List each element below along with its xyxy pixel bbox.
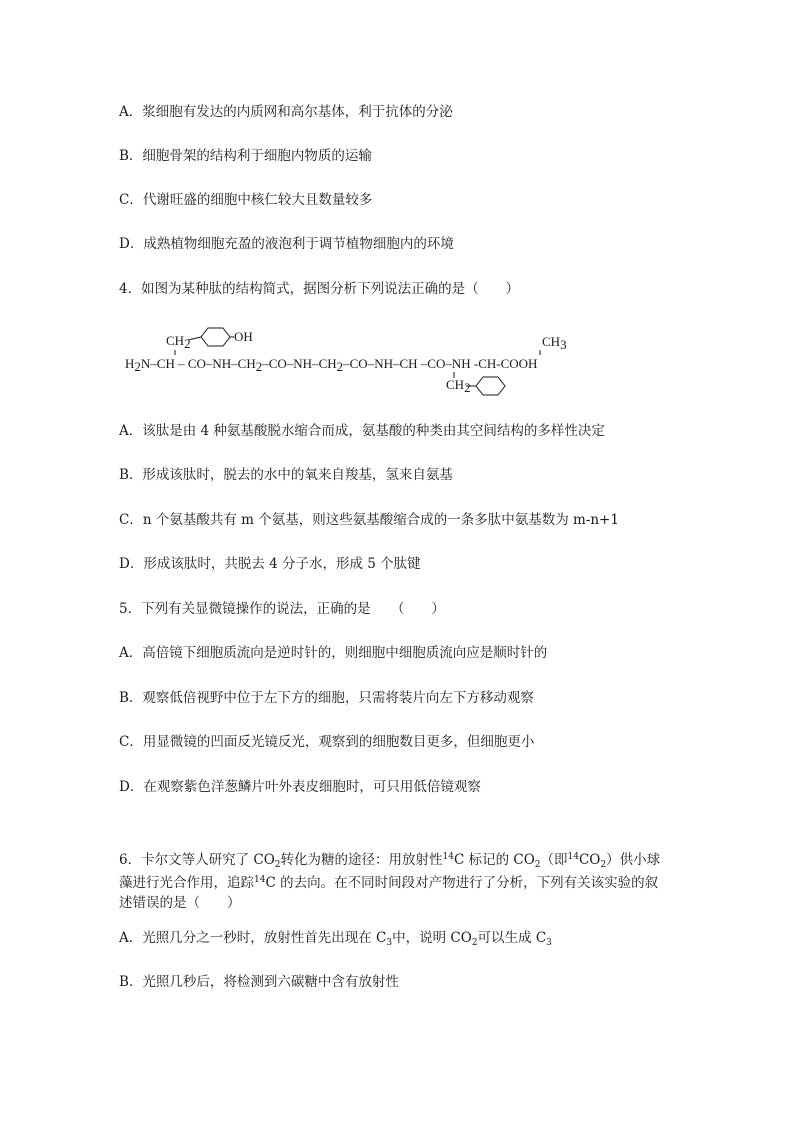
- q5-option-a: A．高倍镜下细胞质流向是逆时针的，则细胞中细胞质流向应是顺时针的: [119, 645, 548, 661]
- q4-option-a: A．该肽是由 4 种氨基酸脱水缩合而成，氨基酸的种类由其空间结构的多样性决定: [119, 423, 605, 439]
- q6-stem-line-3: 述错误的是（ ）: [119, 895, 241, 911]
- benzene-ring-bottom: [476, 377, 505, 395]
- q6-option-a: A．光照几分之一秒时，放射性首先出现在 $C_3$中，说明 $CO_2$可以生成 $C_3$: [119, 930, 552, 948]
- ch2-top-label: CH2: [166, 333, 191, 351]
- q5-option-b: B．观察低倍视野中位于左下方的细胞，只需将装片向左下方移动观察: [119, 690, 534, 706]
- main-chain: H2N–CH – CO–NH–CH2–CO–NH–CH2–CO–NH–CH –CO–NH -CH-COOH: [125, 356, 538, 374]
- peptide-structure-diagram: [120, 322, 620, 402]
- q4-option-b: B．形成该肽时，脱去的水中的氧来自羧基，氢来自氨基: [119, 467, 453, 483]
- q5-option-c: C．用显微镜的凹面反光镜反光，观察到的细胞数目更多，但细胞更小: [119, 734, 535, 750]
- q6-stem-line-2: 藻进行光合作用，追踪$^{14}$C 的去向。在不同时间段对产物进行了分析，下列有关该实验的叙: [119, 875, 659, 891]
- q5-stem: 5．下列有关显微镜操作的说法，正确的是 （ ）: [119, 601, 445, 617]
- ch3-label: CH3: [542, 334, 567, 352]
- benzene-ring-top: [201, 328, 230, 346]
- q3-option-d: D．成熟植物细胞充盈的液泡利于调节植物细胞内的环境: [119, 236, 454, 252]
- q6-option-b: B．光照几秒后，将检测到六碳糖中含有放射性: [119, 974, 399, 990]
- q6-stem-line-1: 6．卡尔文等人研究了 $CO_2$转化为糖的途径：用放射性$^{14}$C 标记的 $CO_2$（即$^{14}CO_2$）供小球: [119, 852, 661, 870]
- q3-option-c: C．代谢旺盛的细胞中核仁较大且数量较多: [119, 192, 373, 208]
- oh-label: OH: [234, 329, 253, 344]
- q4-option-c: C．n 个氨基酸共有 m 个氨基，则这些氨基酸缩合成的一条多肽中氨基数为 m-n+1: [119, 512, 619, 528]
- q4-stem: 4．如图为某种肽的结构简式，据图分析下列说法正确的是（ ）: [119, 281, 520, 297]
- q3-option-a: A．浆细胞有发达的内质网和高尔基体，利于抗体的分泌: [119, 104, 453, 120]
- ch2-bottom-label: CH2: [446, 377, 471, 395]
- q4-option-d: D．形成该肽时，共脱去 4 分子水，形成 5 个肽键: [119, 556, 421, 572]
- q3-option-b: B．细胞骨架的结构利于细胞内物质的运输: [119, 148, 372, 164]
- q5-option-d: D．在观察紫色洋葱鳞片叶外表皮细胞时，可只用低倍镜观察: [119, 779, 481, 795]
